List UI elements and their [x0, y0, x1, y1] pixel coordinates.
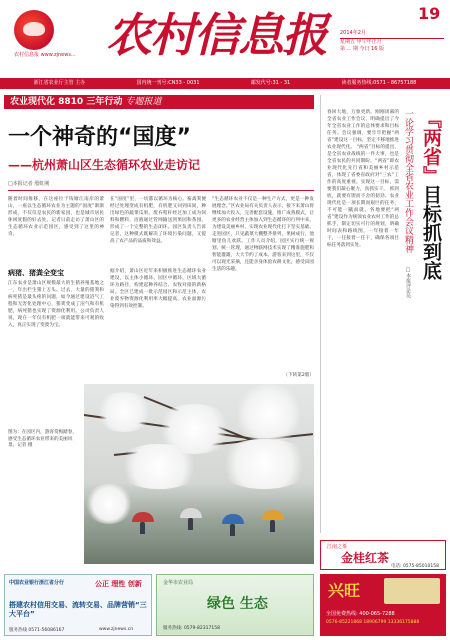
editorial-author: □本报评论员 — [405, 267, 411, 298]
article-byline: □本报记者 殷虹刚 — [8, 181, 50, 187]
agri-ad-phone: 服务热线: 0579-82317158 — [163, 626, 220, 631]
section-title: 农业现代化 8810 三年行动 — [10, 97, 123, 107]
divider — [8, 190, 314, 191]
newspaper-logo-icon — [14, 10, 54, 50]
article-column-1b: 江东农业是萧山区规模最大的生猪养殖基地之一，年出栏生猪上万头。过去，大量的猪粪和病死猪是最头疼的问题，如今通过建设沼气工程和无害化处理中心，猪粪变成了沼气和有机肥，病死猪也实现了资源化利用。公司负责人说，现在一年仅有机肥一项就能带来可观的收入，真正实现了变废为宝。 — [8, 281, 104, 328]
bank-phone: 服务热线 0571-56086167 — [9, 628, 65, 633]
article-column-2b: 据介绍，萧山区近年来积极推进生态循环农业建设，以主体小循环、园区中循环、区域大循环为路径，构建起种养结合、农牧对接的新格局。全区已建成一批示范园区和示范主体，农业废弃物资源化利用率大幅提高，农业面源污染得到有效控制。 — [110, 269, 206, 309]
page-number: 19 — [418, 4, 441, 23]
article-column-2: 在“国度”里，一切都以循环为核心。畜禽粪便经过处理变成有机肥，有机肥又回到田间，种出绿色的蔬菜瓜果。废弃秸秆经过加工成为饲料和燃料，沼液通过管网输送到果园和茶园，形成了一个完整的生态闭环。园区负责人告诉记者，这种模式既解决了环境污染问题，又提高了农产品的品质和效益。 — [110, 197, 206, 244]
photo-umbrella — [180, 508, 202, 518]
photo-umbrella — [262, 510, 284, 520]
section-subtitle: 专题报道 — [125, 97, 162, 107]
agri-ad-title: 金华市农业局 — [163, 580, 194, 586]
photo-blossom — [114, 444, 204, 489]
photo-umbrella — [132, 512, 154, 522]
photo-person — [188, 518, 193, 530]
continued-note: （下转第2版） — [283, 373, 314, 378]
bank-name: 中国农业银行浙江省分行 — [9, 580, 65, 586]
newspaper-title: 农村信息报 — [106, 8, 326, 62]
tea-brand: 金桂红茶 — [341, 551, 390, 565]
photo-blossom — [214, 439, 314, 489]
tea-phone: 电话: 0575-85010158 — [391, 564, 439, 569]
bank-text: 搭建农村信用交易、流转交易、品牌营销“三大平台” — [9, 601, 147, 618]
xingwang-ad[interactable] — [320, 574, 446, 636]
date-box — [340, 30, 444, 70]
photo-person — [230, 524, 235, 536]
photo-person — [270, 520, 275, 532]
editorial-column — [320, 95, 446, 533]
photo-blossom — [94, 392, 154, 432]
masthead-info-bar — [0, 78, 450, 89]
photo-blossom — [84, 484, 134, 524]
editorial-body: 春回大地，万象更新。刚刚闭幕的全省农业工作会议，明确提出了今年全省农业工作的总体要求和目标任务。会议强调，要牢牢把握“两省”建设这一目标，坚定不移地推进农业现代化。 “两省”目标的提出，是全省农业战线的一件大事，也是全省农民的共同期盼。“两省”即农业现代化先行省和美丽乡村示范省，体现了省委省政府对“三农”工作的高度重视。实现这一目标，需要我们凝心聚力，真抓实干。 抓到底，就要有锲而不舍的韧劲。农业现代化是一项长期而艰巨的任务，不可能一蹴而就。各地要把“两省”建设作为统领农业农村工作的总抓手，制定切实可行的规划，明确时间表和路线图，一年接着一年干，一任接着一任干，确保各项目标任务落到实处。 — [327, 110, 399, 248]
info-item: 国内统一刊号:CN33 - 0031 — [136, 80, 200, 86]
xingwang-ad-title: 兴旺 — [328, 581, 361, 600]
article-lead: 随着时间推移，在这座位于钱塘江南岸的萧山，一座以生态循环农业为主题的“国度”渐渐形成，不仅仅是农民的新家园，也是城市居民休闲度假的好去处。记者日前走访了萧山区的生态循环农业示范园区，感受到了这里的神奇。 — [8, 197, 104, 237]
tea-ad[interactable] — [320, 540, 446, 570]
photo-person — [140, 522, 145, 534]
agri-ad[interactable] — [156, 574, 314, 636]
product-box-icon — [384, 578, 440, 604]
masthead — [0, 0, 450, 78]
editorial-title — [419, 109, 443, 280]
bank-slogan: 公正 理性 创新 — [95, 580, 142, 588]
xingwang-phone: 0576-85221868 18906799 13336175888 — [326, 620, 420, 625]
info-item: 读者服务热线:0571 - 86757188 — [341, 80, 417, 86]
editorial-title-mark: 『两省』 — [420, 109, 442, 185]
plum-blossom-photo — [84, 384, 314, 564]
logo-text: 农村信息报 www.zjnews... — [14, 52, 76, 58]
editorial-title-text: 目标抓到底 — [420, 185, 442, 280]
issue-edition: 第 ... 期 今日 16 版 — [340, 46, 385, 52]
info-item: 邮发代号:31 - 31 — [250, 80, 291, 86]
editorial-subtitle: 一论学习贯彻全省农业工作会议精神 — [403, 109, 413, 253]
issue-date: 2014年2月 — [340, 30, 444, 39]
article-column-3: “生态循环农业不仅是一种生产方式，更是一种发展理念。”区农业局有关负责人表示，接下来萧山将继续加大投入，完善配套设施，推广成熟模式，让更多的农业经营主体加入到生态循环的行列中来，为建设美丽乡村、实现农业现代化打下坚实基础。 走进园区，只见蔬菜大棚整齐排列，果树成行，池塘里鱼儿欢跃。工作人员介绍，园区实行统一规划、统一管理，通过物联网技术实现了精准施肥和智能灌溉，大大节约了成本。游客来到这里，不仅可以观光采摘，还能亲身体验农耕文化，感受田园生活的乐趣。 — [212, 197, 314, 272]
article-subhead: 病猪、猪粪全变宝 — [8, 269, 64, 277]
xingwang-hotline: 全国免费热线: 400-065-7288 — [326, 611, 395, 617]
agri-ad-slogan: 绿色 生态 — [207, 596, 268, 612]
photo-caption: 图为：在园区内，游客赏梅踏春，感受生态循环农业带来的美丽风景。记者 摄 — [8, 430, 77, 449]
issue-date-sub: 星期五 甲午年正月 — [340, 39, 382, 45]
section-banner — [4, 95, 314, 109]
bank-ad[interactable] — [4, 574, 152, 636]
tea-company: 江南之茶 — [327, 544, 348, 550]
photo-umbrella — [222, 514, 244, 524]
bank-url: www.zjnews.cn — [99, 627, 134, 632]
photo-blossom — [234, 384, 304, 444]
article-headline: 一个神奇的“国度” — [8, 125, 191, 150]
info-item: 浙江省农业厅主管 主办 — [33, 80, 86, 86]
article-subheadline: ——杭州萧山区生态循环农业走访记 — [8, 158, 201, 172]
